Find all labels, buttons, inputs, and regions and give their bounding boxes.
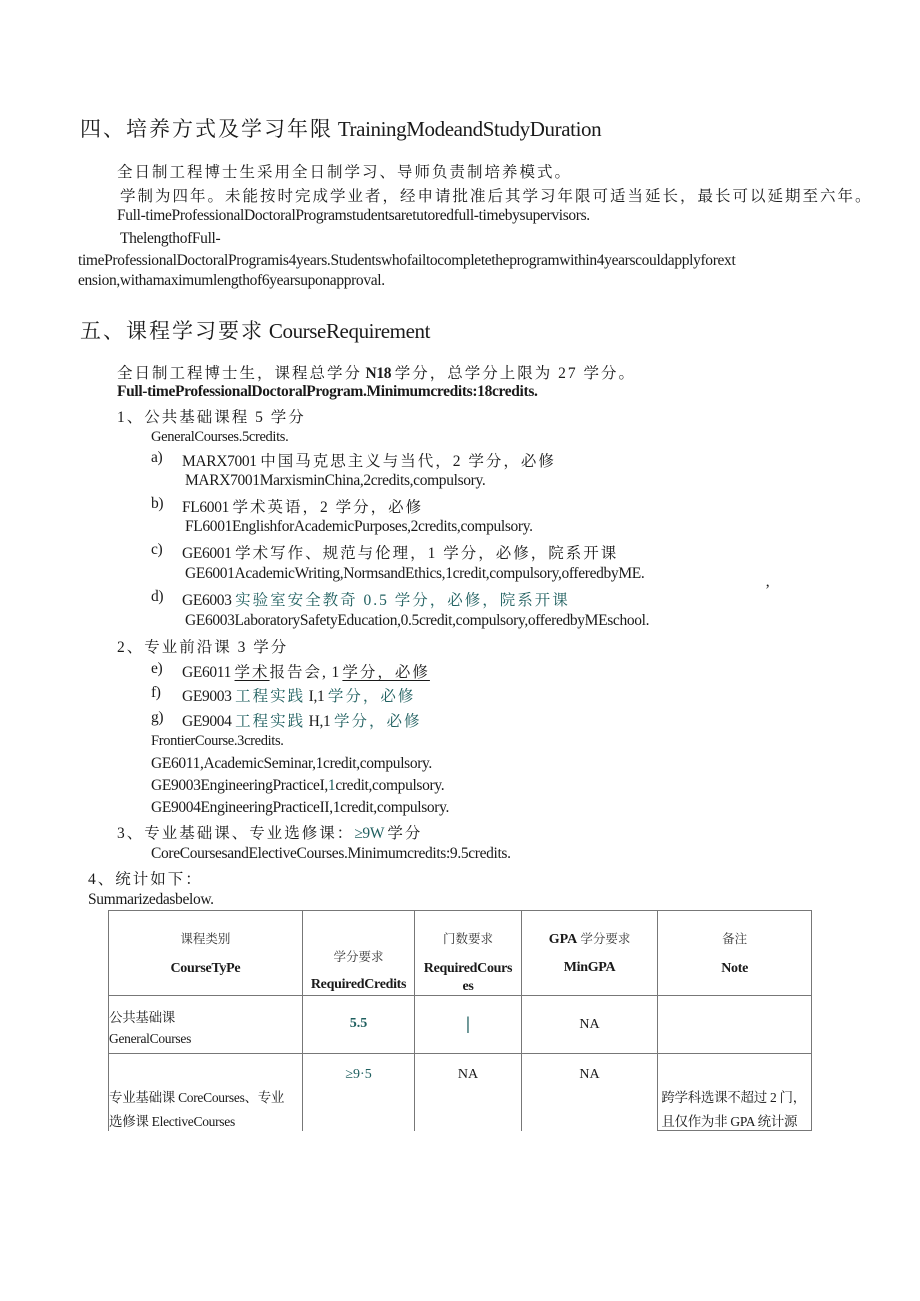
cell-course-type <box>109 1054 303 1131</box>
item-en: GE6003LaboratorySafetyEducation,0.5credit,compulsory,offeredbyMEschool. <box>185 612 650 629</box>
type-line1: 专业基础课 CoreCourses、专业 <box>109 1090 285 1105</box>
course-desc-cn: 学术写作、规范与伦理，1 学分，必修，院系开课 <box>235 545 619 562</box>
group2-title-cn: 2、专业前沿课 3 学分 <box>117 639 289 656</box>
course-desc: 学分，必修 <box>333 713 422 730</box>
section4-heading-en: TrainingModeandStudyDuration <box>337 117 602 141</box>
intro-cn-part-a: 全日制工程博士生，课程总学分 <box>117 365 363 382</box>
section4-para2-en-line1: ThelengthofFull- <box>120 230 221 247</box>
section4-para2-en-line2: timeProfessionalDoctoralProgramis4years.Studentswhofailtocompletetheprogramwithin4yearscouldapplyforext <box>78 252 736 269</box>
header-required-credits <box>302 911 414 996</box>
cell-credits <box>302 1054 414 1131</box>
section4-heading <box>80 113 601 143</box>
course-code: MARX7001 <box>182 453 257 470</box>
credits-value: 5.5 <box>349 1016 368 1031</box>
item-cn <box>182 495 423 517</box>
section4-para2-en-line3: ension,withamaximumlengthof6yearsuponapproval. <box>78 272 385 289</box>
item-cn <box>182 709 421 731</box>
group2-en-line1: FrontierCourse.3credits. <box>151 733 284 749</box>
cell-courses <box>415 996 521 1054</box>
course-desc-cn: 实验室安全教奇 0.5 学分，必修，院系开课 <box>235 592 570 609</box>
item-marker: f) <box>151 684 161 701</box>
table-row <box>109 1054 812 1131</box>
type-cn: 公共基础课 <box>109 1010 175 1025</box>
course-code: GE9004 <box>182 713 232 730</box>
courses-value: | <box>466 1013 470 1033</box>
group3-title-min: ≥9W <box>354 825 384 842</box>
cell-note <box>658 1054 812 1131</box>
header-cn: 备注 <box>722 932 748 946</box>
group3-title-part-a: 3、专业基础课、专业选修课： <box>117 825 355 842</box>
header-min-gpa <box>521 911 658 996</box>
header-cn: 学分要求 <box>333 950 384 964</box>
course-desc-underlined: 学分，必修 <box>342 664 430 681</box>
cell-credits <box>302 996 414 1054</box>
courses-value: NA <box>457 1067 479 1082</box>
group1-title-en: GeneralCourses.5credits. <box>151 429 289 445</box>
item-marker: e) <box>151 660 163 677</box>
section5-intro-en: Full-timeProfessionalDoctoralProgram.Minimumcredits:18credits. <box>117 383 538 400</box>
gpa-value: NA <box>579 1017 600 1032</box>
section5-heading-cn: 五、课程学习要求 <box>80 319 264 343</box>
cell-gpa <box>521 1054 658 1131</box>
section5-intro-cn <box>117 361 636 383</box>
item-marker: a) <box>151 449 163 466</box>
table-header-row <box>109 911 812 996</box>
item-cn <box>182 660 430 682</box>
course-credits: 1 <box>331 664 339 681</box>
section4-para1-en: Full-timeProfessionalDoctoralProgramstudentsaretutoredfull-timebysupervisors. <box>117 207 590 224</box>
course-desc: 学分，必修 <box>327 688 416 705</box>
note-line2: 且仅作为非 GPA 统计源 <box>661 1114 798 1129</box>
type-en: GeneralCourses <box>109 1031 192 1046</box>
item-cn <box>182 449 556 471</box>
section5-heading <box>80 315 430 345</box>
cell-courses <box>415 1054 521 1131</box>
credits-value: ≥9·5 <box>345 1067 372 1082</box>
header-cn: 门数要求 <box>443 932 494 946</box>
section5-heading-en: CourseRequirement <box>268 319 431 343</box>
item-cn <box>182 588 570 610</box>
group2-en-line4: GE9004EngineeringPracticeII,1credit,compulsory. <box>151 799 450 816</box>
group2-en-line2: GE6011,AcademicSeminar,1credit,compulsory. <box>151 755 432 772</box>
header-note <box>658 911 812 996</box>
group2-en-line3 <box>151 777 444 795</box>
course-desc: 工程实践 <box>235 713 306 730</box>
section4-para1-cn: 全日制工程博士生采用全日制学习、导师负责制培养模式。 <box>117 164 573 181</box>
item-marker: b) <box>151 495 164 512</box>
header-en: Note <box>721 961 749 976</box>
item-marker: d) <box>151 588 164 605</box>
header-required-courses <box>415 911 521 996</box>
course-code: FL6001 <box>182 499 229 516</box>
course-desc-cn: 学术英语，2 学分，必修 <box>232 499 424 516</box>
intro-cn-part-c: 学分，总学分上限为 27 学分。 <box>394 365 636 382</box>
en-line3-text: GE9003EngineeringPracticeI, <box>151 777 328 794</box>
course-credits: H,1 <box>308 713 331 730</box>
gpa-value: NA <box>579 1067 600 1082</box>
en-line3-rest: credit,compulsory. <box>335 777 445 794</box>
course-code: GE9003 <box>182 688 232 705</box>
course-credits: I,1 <box>308 688 325 705</box>
item-cn <box>182 684 415 706</box>
group3-title-cn <box>117 821 422 843</box>
header-cn: 课程类别 <box>180 932 231 946</box>
en-line3-teal: 1 <box>327 777 336 794</box>
header-gpa: GPA <box>548 932 578 947</box>
header-cn <box>522 929 658 948</box>
header-en: CourseTyPe <box>170 961 241 976</box>
course-desc-cn: 中国马克思主义与当代，2 学分，必修 <box>260 453 556 470</box>
header-en: MinGPA <box>563 960 616 975</box>
item-marker: c) <box>151 541 163 558</box>
course-code: GE6003 <box>182 592 232 609</box>
section4-heading-cn: 四、培养方式及学习年限 <box>80 117 333 141</box>
course-code: GE6001 <box>182 545 232 562</box>
course-desc: 报告会, <box>269 664 328 681</box>
group4-title-en: Summarizedasbelow. <box>88 891 214 908</box>
cell-gpa <box>521 996 658 1054</box>
course-desc-underlined: 学术 <box>234 664 270 681</box>
note-line1: 跨学科选课不超过 2 门， <box>661 1090 806 1105</box>
summary-table <box>108 910 812 1131</box>
type-line2: 选修课 ElectiveCourses <box>109 1114 235 1129</box>
course-desc: 工程实践 <box>235 688 306 705</box>
header-en: RequiredCredits <box>310 977 407 992</box>
header-cn-text: 学分要求 <box>580 932 631 946</box>
item-en: FL6001EnglishforAcademicPurposes,2credits,compulsory. <box>185 518 533 535</box>
header-course-type <box>109 911 303 996</box>
table-row <box>109 996 812 1054</box>
group1-title-cn: 1、公共基础课程 5 学分 <box>117 409 306 426</box>
course-code: GE6011 <box>182 664 231 681</box>
header-en: RequiredCours <box>423 961 513 976</box>
section4-para2-cn: 学制为四年。未能按时完成学业者，经申请批准后其学习年限可适当延长，最长可以延期至六年。 <box>120 188 873 205</box>
stray-mark: ’ <box>765 582 770 599</box>
cell-course-type <box>109 996 303 1054</box>
item-en: MARX7001MarxisminChina,2credits,compulsory. <box>185 472 486 489</box>
item-cn <box>182 541 618 563</box>
group4-title-cn: 4、统计如下： <box>88 871 203 888</box>
header-en-wrap: es <box>462 979 474 994</box>
group3-title-part-c: 学分 <box>387 825 423 842</box>
item-marker: g) <box>151 709 164 726</box>
group3-title-en: CoreCoursesandElectiveCourses.Minimumcredits:9.5credits. <box>151 845 511 862</box>
cell-note <box>658 996 812 1054</box>
intro-cn-min-credits: N18 <box>365 365 392 382</box>
item-en: GE6001AcademicWriting,NormsandEthics,1credit,compulsory,offeredbyME. <box>185 565 645 582</box>
